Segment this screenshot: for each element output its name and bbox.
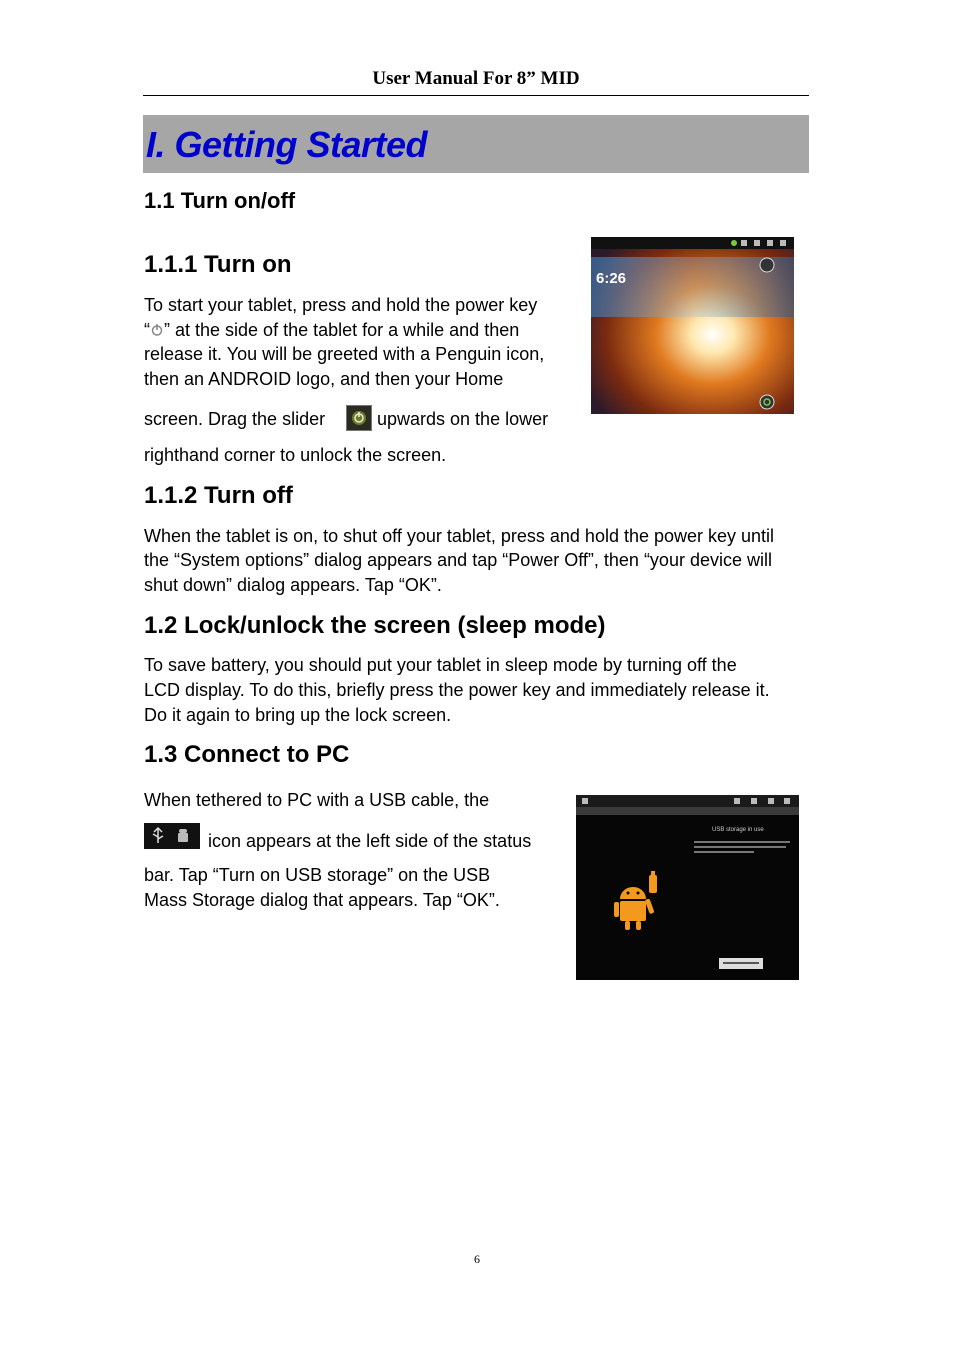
paragraph-line: then an ANDROID logo, and then your Home — [144, 369, 504, 389]
paragraph-line: icon appears at the left side of the status — [208, 831, 532, 851]
usb-storage-dialog-title: USB storage in use — [712, 827, 764, 833]
section-heading-1-3: 1.3 Connect to PC — [144, 741, 350, 768]
header-divider — [143, 95, 809, 96]
paragraph-text: ” at the side of the tablet for a while and then — [164, 320, 520, 340]
chapter-title: I. Getting Started — [146, 124, 428, 165]
section-heading-1-2: 1.2 Lock/unlock the screen (sleep mode) — [144, 612, 606, 639]
paragraph-line: upwards on the lower — [377, 409, 549, 429]
usb-status-icon — [144, 823, 200, 849]
clock-time: 6:26 — [596, 270, 627, 287]
paragraph-line: release it. You will be greeted with a Penguin icon, — [144, 344, 545, 364]
unlock-slider-icon — [346, 405, 372, 431]
power-key-icon — [150, 321, 164, 342]
paragraph-line: Do it again to bring up the lock screen. — [144, 705, 452, 725]
paragraph-line — [144, 320, 519, 342]
section-heading-1-1-1: 1.1.1 Turn on — [144, 251, 292, 278]
section-heading-1-1-2: 1.1.2 Turn off — [144, 482, 293, 509]
page-number: 6 — [474, 1252, 480, 1266]
paragraph-line: Mass Storage dialog that appears. Tap “OK”. — [144, 890, 500, 910]
paragraph-line: To start your tablet, press and hold the power key — [144, 295, 538, 315]
section-heading-1-1: 1.1 Turn on/off — [144, 188, 296, 213]
paragraph-line: righthand corner to unlock the screen. — [144, 445, 447, 465]
paragraph-line: bar. Tap “Turn on USB storage” on the USB — [144, 865, 491, 885]
paragraph-line: screen. Drag the slider — [144, 409, 326, 429]
home-screen-screenshot — [591, 237, 794, 414]
usb-storage-screenshot — [576, 795, 799, 980]
document-header-title: User Manual For 8” MID — [372, 68, 580, 89]
paragraph-line: When tethered to PC with a USB cable, the — [144, 790, 490, 810]
paragraph-line: LCD display. To do this, briefly press the power key and immediately release it. — [144, 680, 770, 700]
paragraph-line: When the tablet is on, to shut off your tablet, press and hold the power key until — [144, 526, 775, 546]
paragraph-line: the “System options” dialog appears and tap “Power Off”, then “your device will — [144, 550, 772, 570]
quote-open: “ — [144, 320, 150, 340]
paragraph-line: To save battery, you should put your tablet in sleep mode by turning off the — [144, 655, 737, 675]
paragraph-line: shut down” dialog appears. Tap “OK”. — [144, 575, 442, 595]
